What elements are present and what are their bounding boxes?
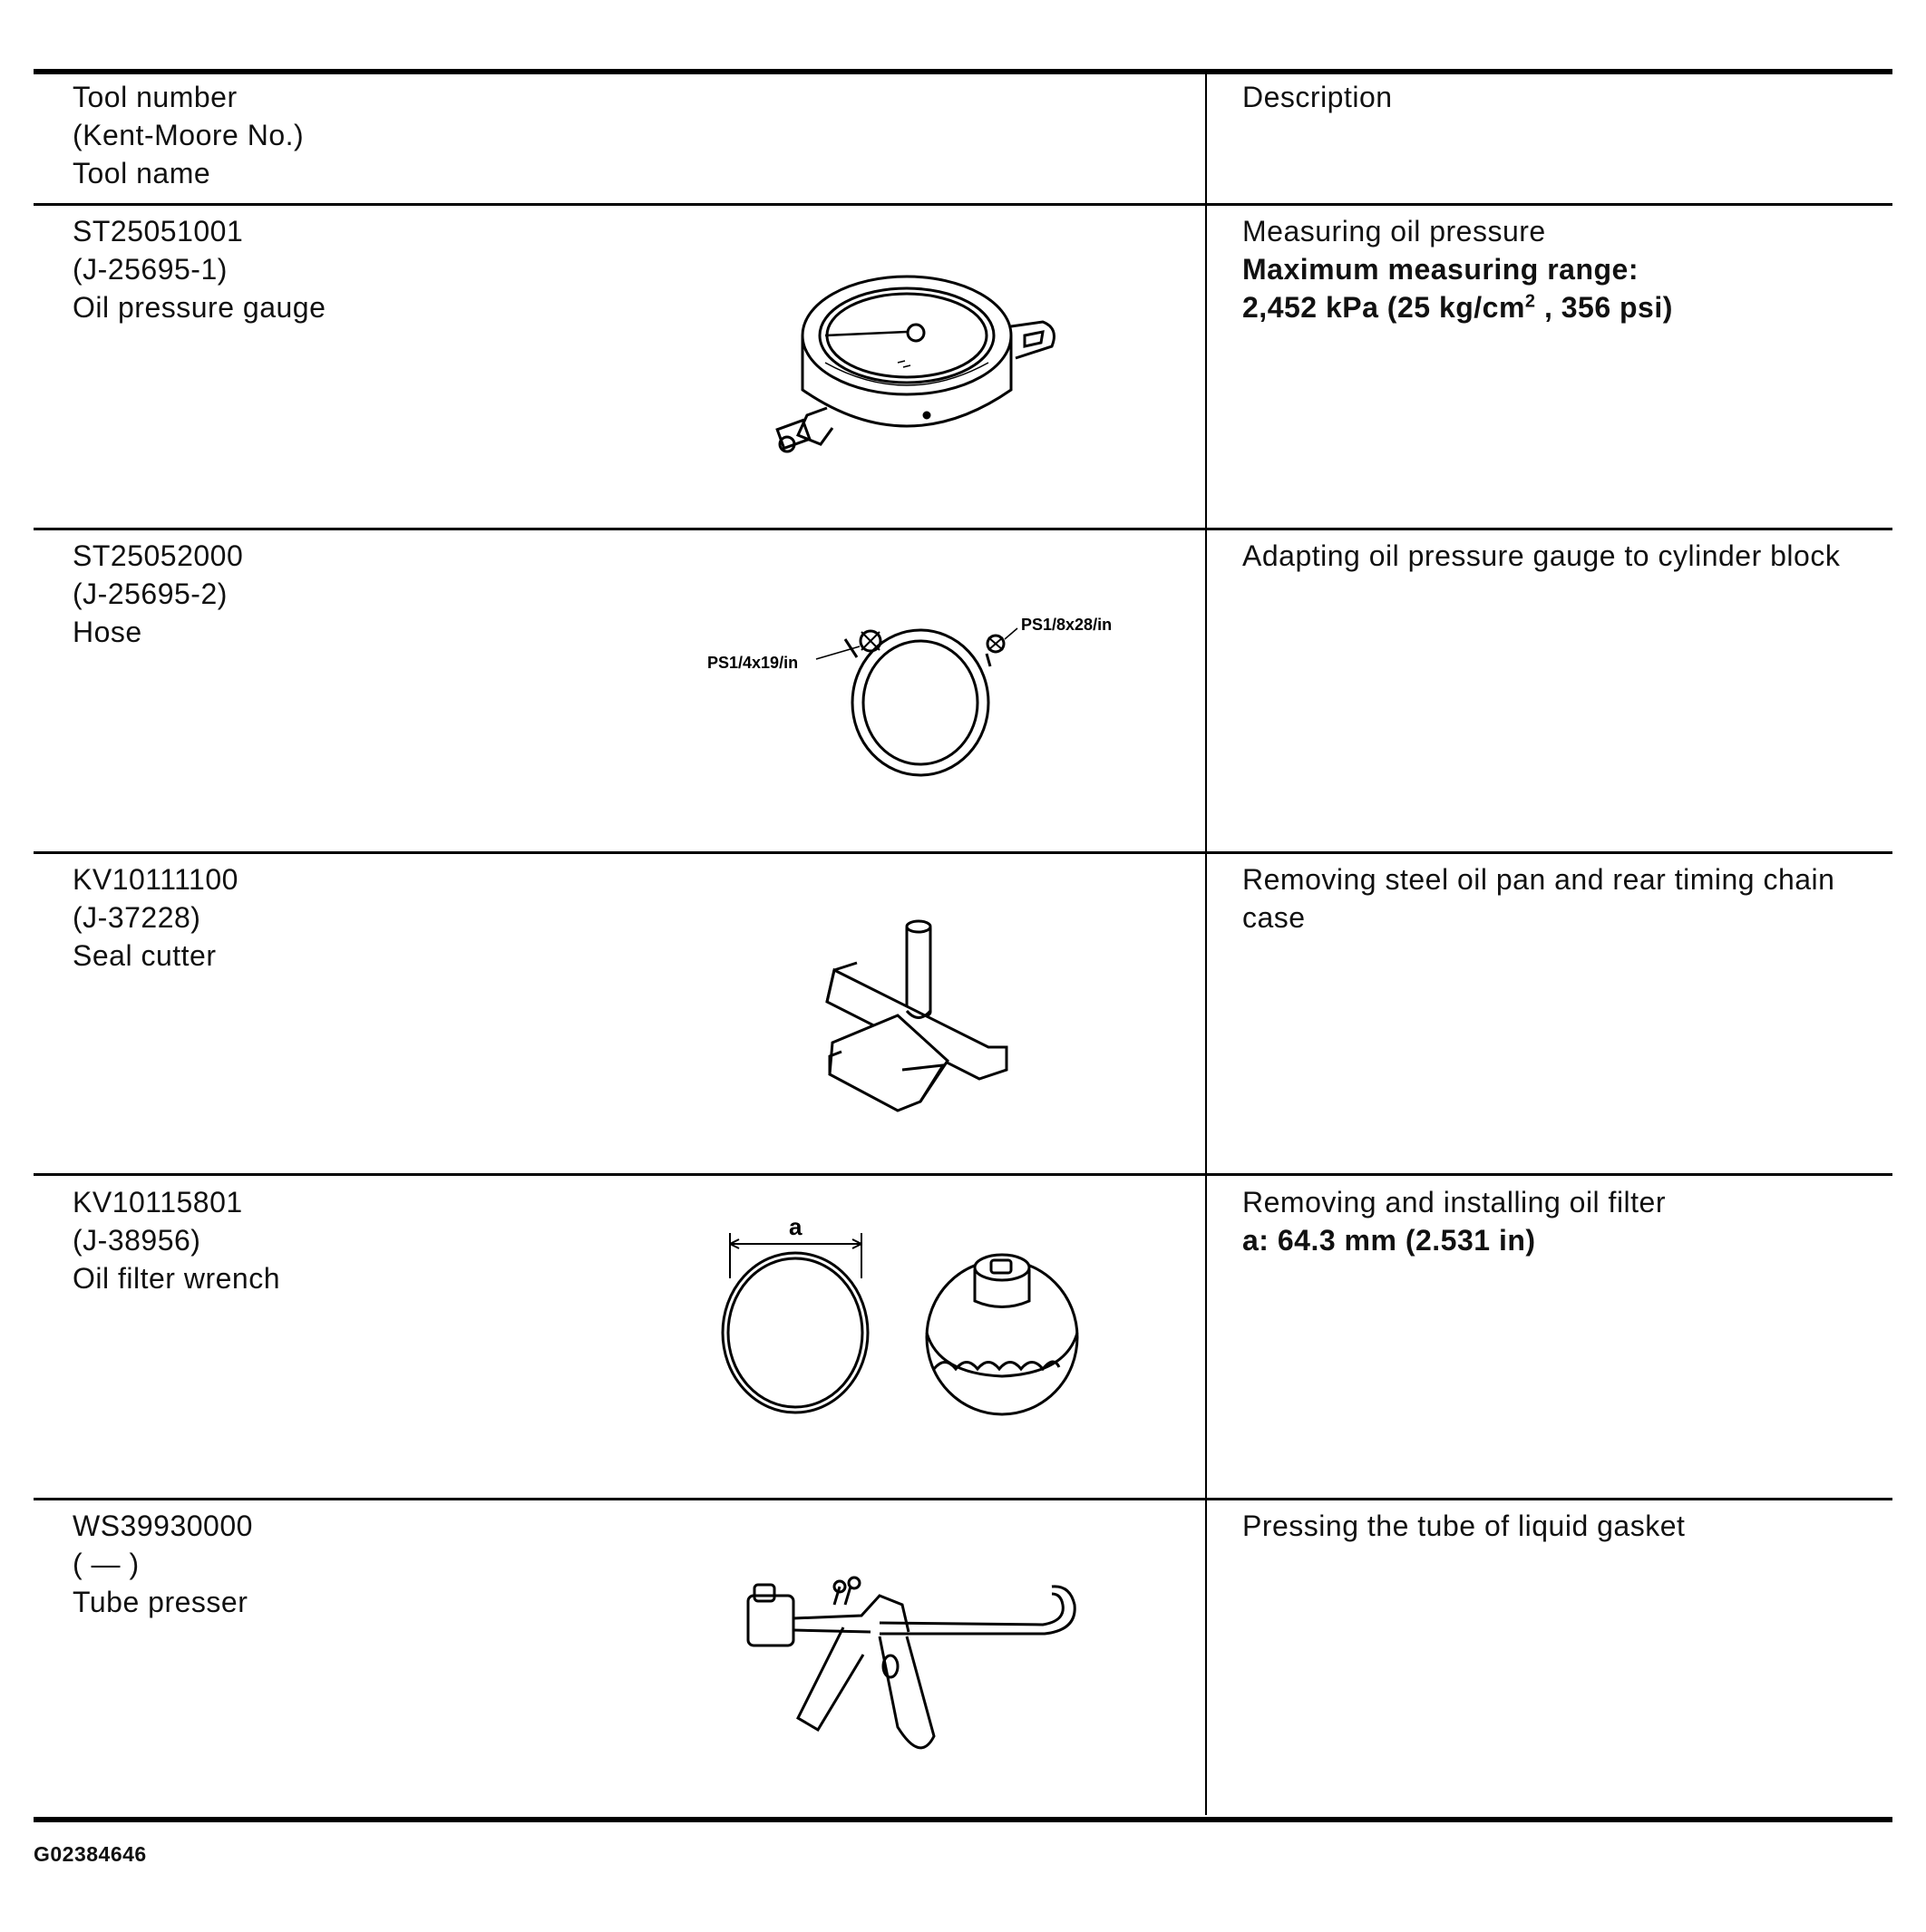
row-4-tool — [73, 1183, 280, 1297]
row-divider-3 — [34, 1173, 1892, 1176]
row-2-description — [1242, 537, 1877, 575]
row-4-tool-number: KV10115801 — [73, 1186, 243, 1218]
row-divider-1 — [34, 528, 1892, 530]
hose-callout-right: PS1/8x28/in — [1021, 616, 1113, 634]
row-5-description — [1242, 1507, 1877, 1545]
row-1-description-text: Measuring oil pressure — [1242, 215, 1546, 248]
dimension-label-a: a — [789, 1215, 802, 1240]
row-4-spec-line-1: a: 64.3 mm (2.531 in) — [1242, 1224, 1536, 1257]
row-5-kent-moore: ( — ) — [73, 1548, 140, 1580]
row-3-description-text: Removing steel oil pan and rear timing chain case — [1242, 863, 1835, 934]
header-left — [73, 78, 304, 192]
row-5-tool — [73, 1507, 253, 1621]
row-1-spec-line-2 — [1242, 288, 1877, 326]
row-1-spec-line-1: Maximum measuring range: — [1242, 253, 1639, 286]
header-tool-number-label: Tool number — [73, 81, 238, 113]
row-2-description-text: Adapting oil pressure gauge to cylinder block — [1242, 539, 1841, 572]
row-2-kent-moore: (J-25695-2) — [73, 578, 228, 610]
row-4-tool-name: Oil filter wrench — [73, 1262, 280, 1295]
row-3-tool-name: Seal cutter — [73, 939, 217, 972]
row-5-tool-number: WS39930000 — [73, 1510, 253, 1542]
table-top-rule — [34, 69, 1892, 74]
row-4-description — [1242, 1183, 1877, 1259]
row-1-tool — [73, 212, 326, 326]
row-1-description — [1242, 212, 1877, 326]
row-3-description — [1242, 860, 1877, 937]
figure-code: G02384646 — [34, 1842, 147, 1866]
row-5-tool-name: Tube presser — [73, 1586, 248, 1618]
oil-pressure-gauge-illustration — [771, 272, 1070, 471]
row-5-description-text: Pressing the tube of liquid gasket — [1242, 1510, 1686, 1542]
column-divider — [1205, 73, 1207, 1815]
row-4-kent-moore: (J-38956) — [73, 1224, 201, 1257]
row-3-tool-number: KV10111100 — [73, 863, 238, 896]
row-1-spec-value: 2,452 kPa (25 kg/cm — [1242, 291, 1525, 324]
seal-cutter-illustration — [816, 916, 1016, 1124]
header-divider — [34, 203, 1892, 206]
header-right — [1242, 78, 1877, 116]
row-1-spec-psi: , 356 psi) — [1535, 291, 1673, 324]
row-1-spec-superscript: 2 — [1524, 291, 1536, 312]
hose-callout-left: PS1/4x19/in — [707, 654, 799, 672]
row-3-kent-moore: (J-37228) — [73, 901, 201, 934]
row-3-tool — [73, 860, 238, 975]
row-1-kent-moore: (J-25695-1) — [73, 253, 228, 286]
row-2-tool-number: ST25052000 — [73, 539, 244, 572]
hose-illustration — [698, 603, 1152, 789]
row-1-tool-name: Oil pressure gauge — [73, 291, 326, 324]
oil-filter-wrench-illustration — [712, 1215, 1093, 1432]
header-description-label: Description — [1242, 81, 1393, 113]
row-2-tool — [73, 537, 243, 651]
table-bottom-rule — [34, 1817, 1892, 1822]
row-4-description-text: Removing and installing oil filter — [1242, 1186, 1666, 1218]
row-divider-4 — [34, 1498, 1892, 1500]
row-1-tool-number: ST25051001 — [73, 215, 244, 248]
row-divider-2 — [34, 851, 1892, 854]
tube-presser-illustration — [744, 1568, 1088, 1763]
row-2-tool-name: Hose — [73, 616, 142, 648]
header-kent-moore-label: (Kent-Moore No.) — [73, 119, 305, 151]
header-tool-name-label: Tool name — [73, 157, 211, 189]
